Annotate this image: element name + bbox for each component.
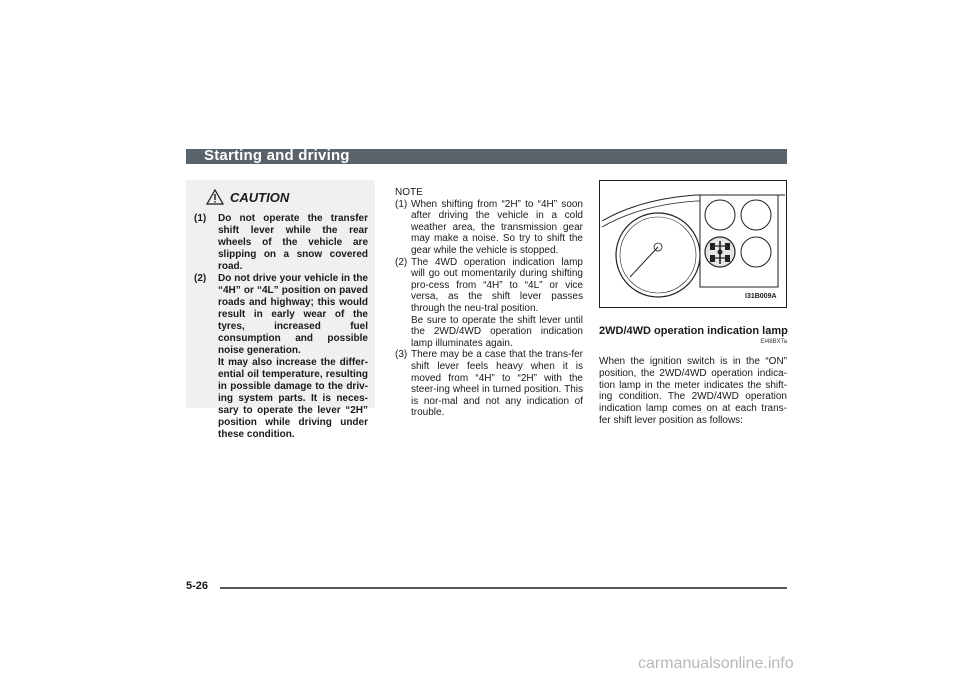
- page-number: 5-26: [186, 580, 209, 592]
- section-code: EI48BXTa: [760, 339, 787, 345]
- note-item-text: There may be a case that the trans-fer shift lever feels heavy when it is moved from “4H” to “2H” with the steer-ing wheel in turned position. This is nor-mal and not any indication of trouble.: [411, 349, 583, 419]
- caution-list: [194, 213, 368, 441]
- instrument-cluster-figure: [599, 180, 787, 308]
- section-heading: 2WD/4WD operation indication lamp: [599, 325, 788, 337]
- note-section: [395, 187, 583, 419]
- instrument-cluster-illustration: [600, 181, 786, 307]
- caution-item-number: (2): [194, 273, 207, 284]
- note-item-text: The 4WD operation indication lamp will go out momentarily during shifting pro-cess from “4H” to “4L” or vice versa, as the shift lever passes through the neu-tral position.: [411, 256, 583, 314]
- note-item-number: (1): [395, 198, 408, 210]
- caution-item-text-continued: It may also increase the differ-ential oil temperature, resulting in possible damage to the driv-ing system parts. It is neces-sary to operate the lever “2H” position while driving under these condition.: [218, 357, 368, 440]
- footer-rule: [220, 587, 787, 589]
- note-title: NOTE: [395, 187, 423, 198]
- caution-item-number: (1): [194, 213, 207, 224]
- caution-item-text: Do not drive your vehicle in the “4H” or “4L” position on paved roads and highway; this would result in early wear of the tyres, increased fuel consumption and possible noise generation.: [218, 273, 368, 356]
- section-body: When the ignition switch is in the “ON” position, the 2WD/4WD operation indica-tion lamp in the meter indicates the shift-ing condition. The 2WD/4WD operation indication lamp comes on at each trans-fer shift lever position as follows:: [599, 356, 787, 426]
- note-item-number: (3): [395, 349, 408, 361]
- caution-item: [194, 213, 368, 273]
- warning-triangle-icon: [206, 189, 224, 205]
- note-list: [395, 199, 583, 419]
- note-item: [395, 199, 583, 257]
- caution-item-text: Do not operate the transfer shift lever while the rear wheels of the vehicle are slipping on a snow covered road.: [218, 213, 368, 272]
- note-item: [395, 349, 583, 419]
- note-item-text: When shifting from “2H” to “4H” soon after driving the vehicle in a cold weather area, the transmission gear may make a noise. So try to shift the gear while the vehicle is stopped.: [411, 198, 583, 256]
- caution-item: [194, 273, 368, 441]
- watermark: carmanualsonline.info: [638, 655, 794, 672]
- note-item: [395, 257, 583, 350]
- note-item-number: (2): [395, 256, 408, 268]
- caution-heading: [206, 189, 289, 205]
- caution-label: CAUTION: [230, 190, 290, 205]
- caution-box: [186, 180, 375, 440]
- page-title: Starting and driving: [204, 147, 350, 164]
- note-item-text-continued: Be sure to operate the shift lever until the 2WD/4WD operation indication lamp illuminates again.: [411, 314, 583, 349]
- figure-label: I31B009A: [745, 293, 777, 300]
